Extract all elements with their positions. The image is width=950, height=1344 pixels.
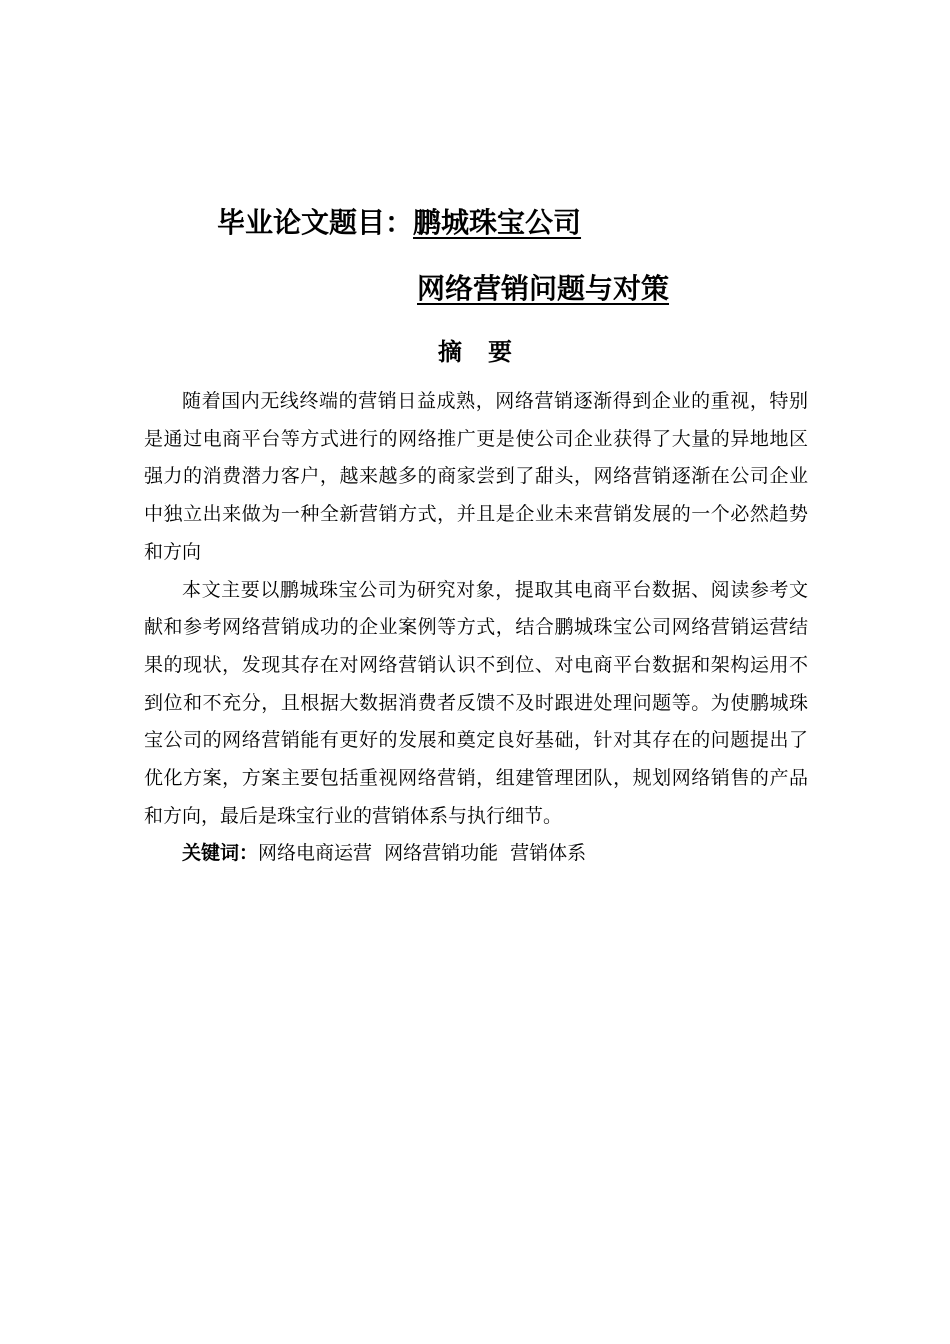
thesis-title-line-1 bbox=[217, 203, 581, 243]
thesis-title-label: 毕业论文题目： bbox=[217, 206, 414, 239]
thesis-title-main: 鹏城珠宝公司 bbox=[413, 206, 582, 239]
abstract-body bbox=[144, 383, 808, 873]
thesis-title-line-2 bbox=[417, 269, 669, 309]
keywords-text: 网络电商运营 网络营销功能 营销体系 bbox=[258, 842, 587, 865]
keywords-line bbox=[144, 835, 808, 873]
abstract-heading: 摘 要 bbox=[438, 338, 512, 366]
abstract-paragraph-2: 本文主要以鹏城珠宝公司为研究对象，提取其电商平台数据、阅读参考文献和参考网络营销成功的企业案例等方式，结合鹏城珠宝公司网络营销运营结果的现状，发现其存在对网络营销认识不到位、对电商平台数据和架构运用不到位和不充分，且根据大数据消费者反馈不及时跟进处理问题等。为使鹏城珠宝公司的网络营销能有更好的发展和奠定良好基础，针对其存在的问题提出了优化方案，方案主要包括重视网络营销，组建管理团队，规划网络销售的产品和方向，最后是珠宝行业的营销体系与执行细节。 bbox=[144, 578, 808, 827]
keywords-label: 关键词： bbox=[182, 842, 259, 865]
thesis-title-sub: 网络营销问题与对策 bbox=[417, 272, 670, 305]
abstract-paragraph-1: 随着国内无线终端的营销日益成熟，网络营销逐渐得到企业的重视，特别是通过电商平台等方式进行的网络推广更是使公司企业获得了大量的异地地区强力的消费潜力客户，越来越多的商家尝到了甜头，网络营销逐渐在公司企业中独立出来做为一种全新营销方式，并且是企业未来营销发展的一个必然趋势和方向 bbox=[144, 390, 808, 563]
